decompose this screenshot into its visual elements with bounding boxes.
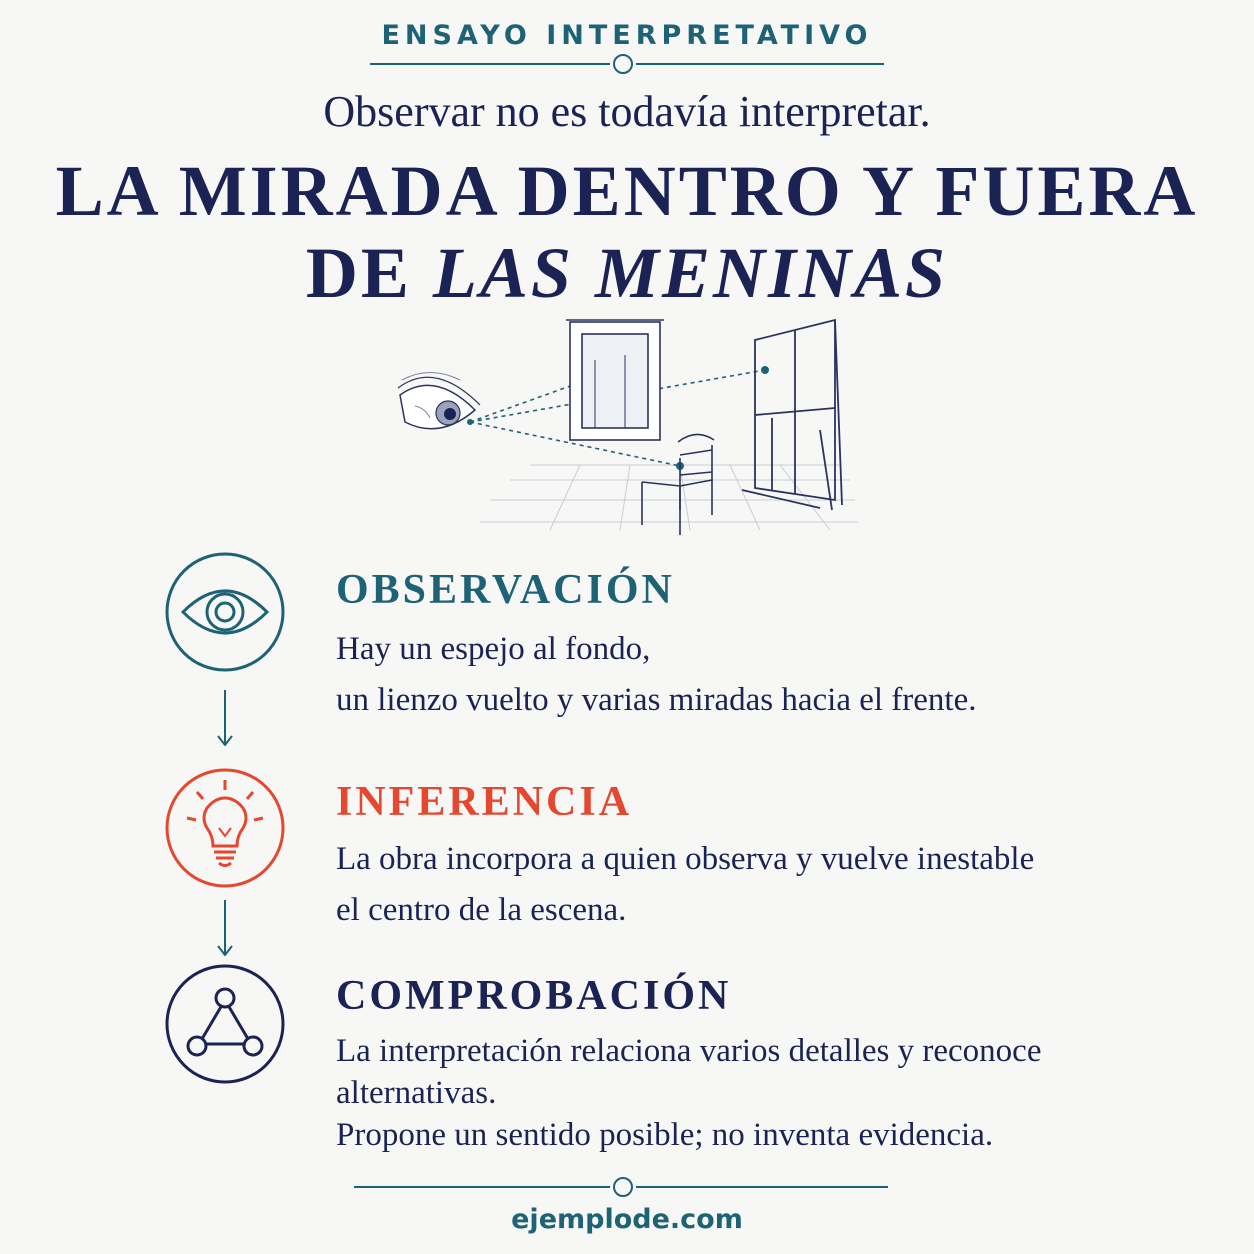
mirror-frame: [566, 320, 664, 440]
step-heading-comprobacion: COMPROBACIÓN: [336, 973, 732, 1019]
step-body-inferencia: [336, 834, 1034, 936]
kicker-label: ENSAYO INTERPRETATIVO: [381, 20, 873, 51]
body-line: el centro de la escena.: [336, 892, 627, 928]
body-line: Propone un sentido posible; no inventa evidencia.: [336, 1117, 994, 1153]
down-arrow-icon: [215, 690, 235, 746]
step-body-comprobacion: [336, 1030, 1041, 1156]
canvas-stretcher: [742, 320, 842, 510]
down-arrow-icon: [215, 900, 235, 956]
triangle-network-icon: [163, 962, 287, 1086]
title-italic: LAS MENINAS: [432, 233, 949, 313]
title-line-2: [0, 232, 1254, 314]
body-line: Hay un espejo al fondo,: [336, 631, 651, 667]
eye-icon: [163, 550, 287, 674]
body-line: alternativas.: [336, 1075, 497, 1111]
subtitle: Observar no es todavía interpretar.: [323, 87, 931, 136]
chair: [642, 434, 714, 535]
body-line: La interpretación relaciona varios detalles y reconoce: [336, 1033, 1042, 1069]
site-link[interactable]: ejemplode.com: [511, 1204, 743, 1235]
body-line: un lienzo vuelto y varias miradas hacia el frente.: [336, 682, 977, 718]
title-prefix: DE: [305, 233, 433, 313]
page-title: [0, 150, 1254, 314]
top-divider: [0, 50, 1254, 80]
gaze-illustration: [380, 310, 860, 540]
lightbulb-icon: [163, 766, 287, 890]
body-line: La obra incorpora a quien observa y vuelve inestable: [336, 841, 1035, 877]
step-body-observacion: [336, 624, 977, 726]
step-heading-inferencia: INFERENCIA: [336, 779, 633, 825]
title-line-1: LA MIRADA DENTRO Y FUERA: [55, 151, 1199, 231]
bottom-divider: [0, 1172, 1254, 1202]
step-heading-observacion: OBSERVACIÓN: [336, 567, 675, 613]
